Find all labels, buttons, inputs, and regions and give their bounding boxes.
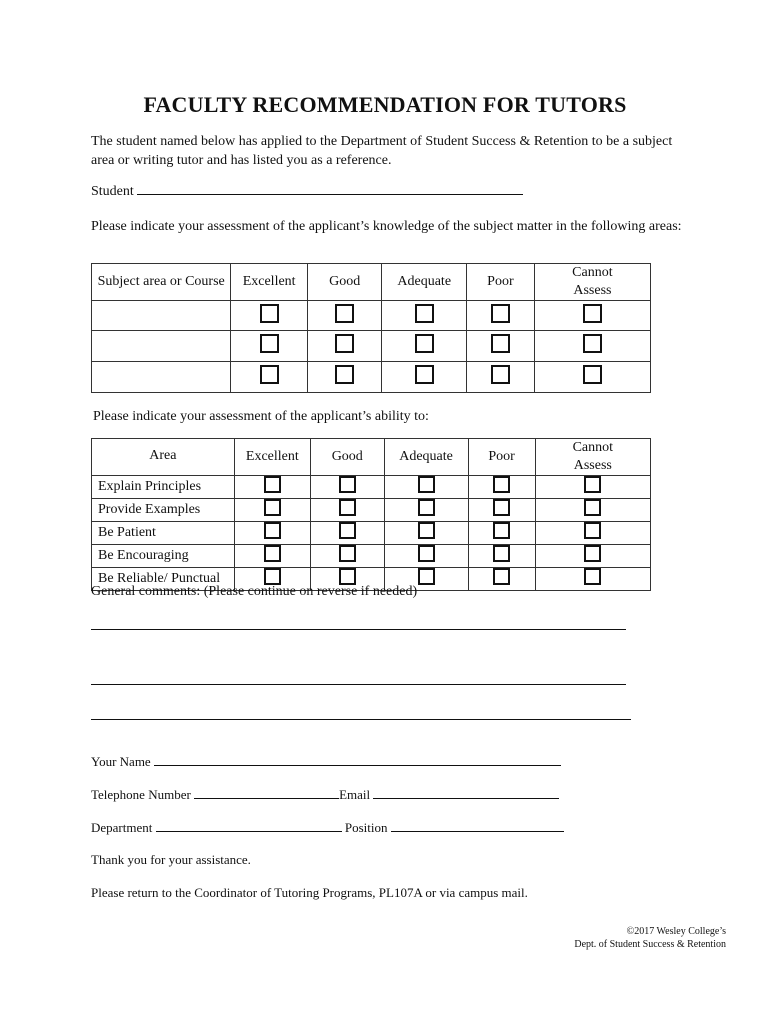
checkbox[interactable] — [491, 365, 510, 384]
table-row — [92, 476, 651, 499]
page-title: FACULTY RECOMMENDATION FOR TUTORS — [143, 92, 627, 117]
row-label-be-encouraging: Be Encouraging — [92, 545, 235, 568]
checkbox[interactable] — [583, 365, 602, 384]
checkbox[interactable] — [264, 476, 281, 493]
subject-input-cell[interactable] — [92, 301, 231, 331]
subject-input-cell[interactable] — [92, 331, 231, 362]
your-name-field[interactable] — [154, 753, 561, 766]
ability-prompt: Please indicate your assessment of the applicant’s ability to: — [93, 409, 429, 424]
position-field[interactable] — [391, 819, 564, 832]
checkbox[interactable] — [584, 522, 601, 539]
checkbox[interactable] — [584, 499, 601, 516]
telephone-field[interactable] — [194, 786, 339, 799]
student-field-row — [91, 181, 691, 201]
col-header-cannot-assess: Cannot Assess — [535, 439, 650, 476]
student-label: Student — [91, 184, 134, 199]
checkbox[interactable] — [415, 365, 434, 384]
checkbox[interactable] — [493, 476, 510, 493]
comment-line[interactable] — [91, 719, 631, 720]
col-header-subject: Subject area or Course — [92, 264, 231, 301]
ability-assessment-table — [91, 438, 651, 591]
department-row — [91, 819, 564, 836]
telephone-label: Telephone Number — [91, 787, 191, 802]
email-label: Email — [339, 787, 371, 802]
department-label: Department — [91, 820, 153, 835]
checkbox[interactable] — [493, 499, 510, 516]
checkbox[interactable] — [491, 304, 510, 323]
checkbox[interactable] — [335, 334, 354, 353]
checkbox[interactable] — [584, 545, 601, 562]
col-header-adequate: Adequate — [384, 439, 468, 476]
checkbox[interactable] — [493, 522, 510, 539]
student-name-field[interactable] — [137, 181, 523, 195]
your-name-row — [91, 753, 561, 770]
thanks-text: Thank you for your assistance. — [91, 852, 251, 867]
contact-row — [91, 786, 559, 803]
table-row — [92, 545, 651, 568]
email-field[interactable] — [373, 786, 559, 799]
position-label: Position — [344, 820, 388, 835]
intro-text: The student named below has applied to the Department of Student Success & Retention to be a subject area or writing tutor and has listed you as a reference. — [91, 134, 673, 168]
table-row — [92, 301, 651, 331]
checkbox[interactable] — [584, 476, 601, 493]
col-header-area: Area — [92, 439, 235, 476]
checkbox[interactable] — [260, 304, 279, 323]
checkbox[interactable] — [260, 365, 279, 384]
checkbox[interactable] — [264, 522, 281, 539]
table-header-row — [92, 439, 651, 476]
footer-line-1: ©2017 Wesley College’s — [626, 926, 726, 937]
footer-credit — [574, 925, 726, 951]
col-header-cannot-assess: Cannot Assess — [534, 264, 650, 301]
checkbox[interactable] — [491, 334, 510, 353]
col-header-poor: Poor — [466, 264, 534, 301]
checkbox[interactable] — [583, 304, 602, 323]
col-header-excellent: Excellent — [234, 439, 310, 476]
table-row — [92, 499, 651, 522]
checkbox[interactable] — [335, 304, 354, 323]
checkbox[interactable] — [264, 545, 281, 562]
checkbox[interactable] — [418, 522, 435, 539]
row-label-provide-examples: Provide Examples — [92, 499, 235, 522]
table-header-row — [92, 264, 651, 301]
department-field[interactable] — [156, 819, 342, 832]
checkbox[interactable] — [339, 522, 356, 539]
subject-input-cell[interactable] — [92, 362, 231, 393]
col-header-excellent: Excellent — [231, 264, 308, 301]
checkbox[interactable] — [339, 476, 356, 493]
your-name-label: Your Name — [91, 754, 151, 769]
checkbox[interactable] — [415, 334, 434, 353]
checkbox[interactable] — [260, 334, 279, 353]
comments-label: General comments: (Please continue on reverse if needed) — [91, 584, 418, 599]
return-note: Please return to the Coordinator of Tutoring Programs, PL107A or via campus mail. — [91, 885, 528, 900]
checkbox[interactable] — [418, 476, 435, 493]
comment-line[interactable] — [91, 684, 626, 685]
checkbox[interactable] — [583, 334, 602, 353]
knowledge-prompt: Please indicate your assessment of the applicant’s knowledge of the subject matter in the following areas: — [91, 219, 682, 234]
checkbox[interactable] — [335, 365, 354, 384]
checkbox[interactable] — [264, 499, 281, 516]
comment-line[interactable] — [91, 629, 626, 630]
col-header-poor: Poor — [468, 439, 535, 476]
checkbox[interactable] — [418, 545, 435, 562]
col-header-good: Good — [310, 439, 384, 476]
checkbox[interactable] — [493, 545, 510, 562]
checkbox[interactable] — [339, 499, 356, 516]
row-label-be-patient: Be Patient — [92, 522, 235, 545]
row-label-explain-principles: Explain Principles — [92, 476, 235, 499]
checkbox[interactable] — [418, 499, 435, 516]
footer-line-2: Dept. of Student Success & Retention — [574, 939, 726, 950]
table-row — [92, 522, 651, 545]
row-label-be-reliable-punctual: Be Reliable/ Punctual — [92, 568, 235, 591]
col-header-adequate: Adequate — [382, 264, 466, 301]
table-row — [92, 362, 651, 393]
checkbox[interactable] — [415, 304, 434, 323]
subject-assessment-table — [91, 263, 651, 393]
table-row — [92, 331, 651, 362]
col-header-good: Good — [307, 264, 382, 301]
checkbox[interactable] — [339, 545, 356, 562]
